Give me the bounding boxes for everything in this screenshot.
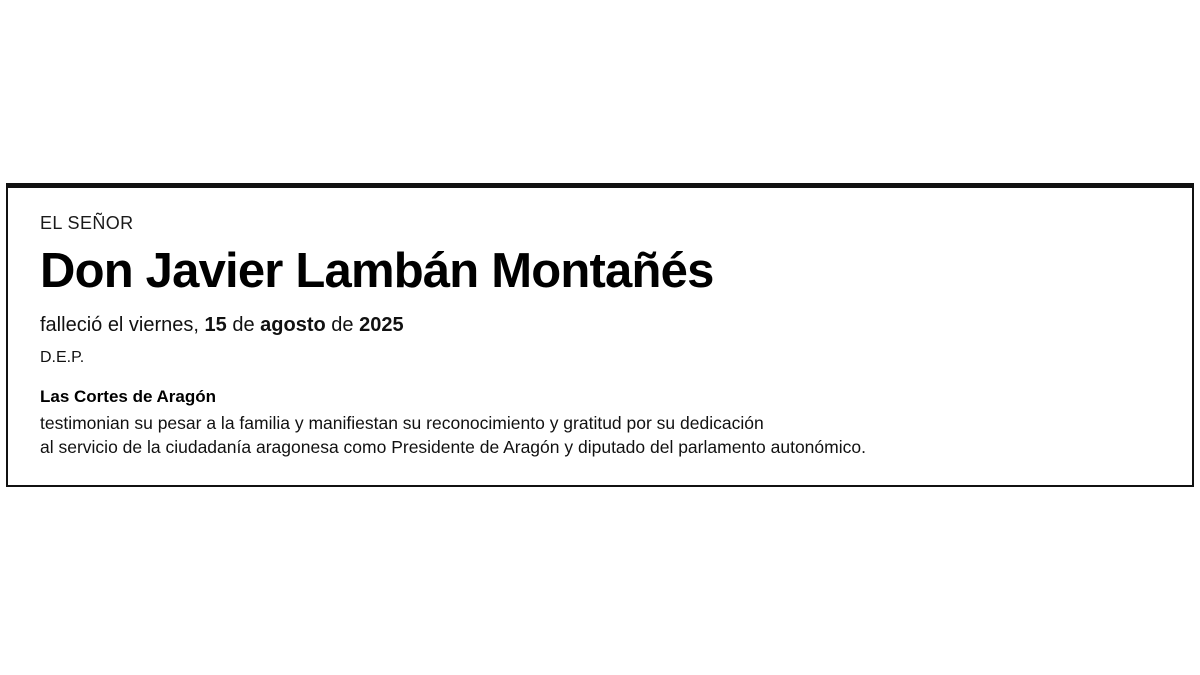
deceased-name: Don Javier Lambán Montañés [40, 244, 714, 298]
death-date-day: 15 [204, 314, 227, 336]
death-date-year: 2025 [359, 314, 404, 336]
obituary-notice-card [6, 183, 1194, 487]
death-date-connector-1: de [232, 314, 255, 336]
death-date-prefix: falleció el viernes, [40, 314, 199, 336]
honorific-eyebrow: EL SEÑOR [40, 213, 134, 233]
condolence-line-2: al servicio de la ciudadanía aragonesa como Presidente de Aragón y diputado del parlamento autonómico. [40, 437, 866, 457]
death-date-connector-2: de [331, 314, 354, 336]
death-date-month: agosto [260, 314, 326, 336]
organization-name: Las Cortes de Aragón [40, 387, 217, 406]
condolence-line-1: testimonian su pesar a la familia y manifiestan su reconocimiento y gratitud por su dedicación [40, 413, 764, 433]
death-date-line [40, 312, 1160, 338]
rest-in-peace-abbreviation: D.E.P. [40, 349, 85, 366]
